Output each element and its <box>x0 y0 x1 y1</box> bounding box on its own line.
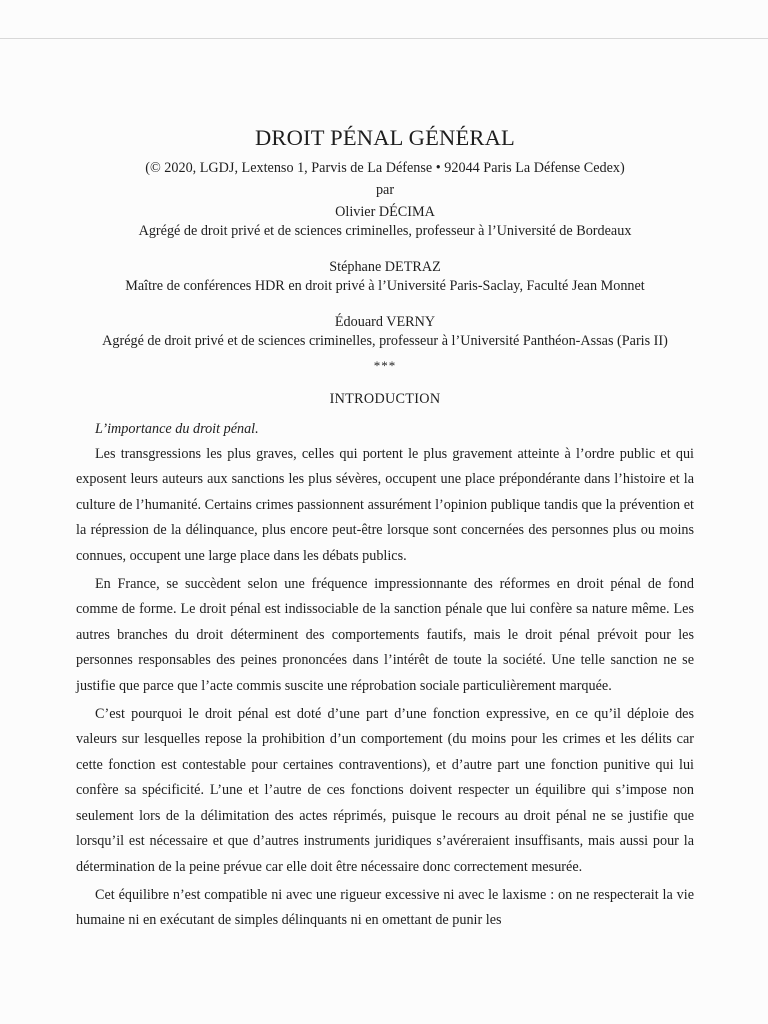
separator-stars: *** <box>373 358 397 373</box>
author-name: Édouard VERNY <box>334 314 436 330</box>
copyright-line: (© 2020, LGDJ, Lextenso 1, Parvis de La Défense • 92044 Paris La Défense Cedex) <box>145 160 625 176</box>
author-block <box>76 202 694 240</box>
scan-edge <box>0 38 768 39</box>
section-heading: INTRODUCTION <box>329 391 441 407</box>
by-label: par <box>375 182 395 198</box>
body-paragraph: Les transgressions les plus graves, celles qui portent le plus gravement atteinte à l’ordre public et qui exposent leurs auteurs aux sanctions les plus sévères, occupent une place prépondérante dans l’histoire et la culture de l’humanité. Certains crimes passionnent assurément l’opinion publique tandis que la prévention et la répression de la délinquance, plus encore peut-être lorsque sont concernées des personnes plus ou moins connues, occupent une large place dans les débats publics. <box>76 446 694 564</box>
author-name: Olivier DÉCIMA <box>335 204 435 220</box>
author-block <box>76 312 694 350</box>
author-role: Agrégé de droit privé et de sciences criminelles, professeur à l’Université Panthéon-Assas (Paris II) <box>102 333 668 349</box>
author-block <box>76 257 694 295</box>
body-paragraph: En France, se succèdent selon une fréquence impressionnante des réformes en droit pénal de fond comme de forme. Le droit pénal est indissociable de la sanction pénale que lui confère sa nature même. Les autres branches du droit déterminent des comportements fautifs, mais le droit pénal prévoit pour les personnes responsables des peines prononcées dans l’intérêt de toute la société. Une telle sanction ne se justifie que parce que l’acte commis suscite une réprobation sociale particulièrement marquée. <box>76 576 694 694</box>
author-role: Agrégé de droit privé et de sciences criminelles, professeur à l’Université de Bordeaux <box>138 223 632 239</box>
document-title: DROIT PÉNAL GÉNÉRAL <box>254 125 516 150</box>
body-paragraph: Cet équilibre n’est compatible ni avec une rigueur excessive ni avec le laxisme : on ne respecterait la vie humaine ni en exécutant de simples délinquants ni en omettant de punir les <box>76 886 694 929</box>
author-name: Stéphane DETRAZ <box>329 259 441 275</box>
body-paragraph: C’est pourquoi le droit pénal est doté d’une part d’une fonction expressive, en ce qu’il déploie des valeurs sur lesquelles repose la prohibition d’un comportement (du moins pour les crimes et les délits car cette fonction est contestable pour certaines contraventions), et d’autre part une fonction punitive qui lui confère sa spécificité. L’une et l’autre de ces fonctions doivent respecter un équilibre qui s’impose non seulement lors de la délimitation des actes réprimés, puisque le recours au droit pénal ne se justifie que lorsqu’il est nécessaire et que d’autres instruments juridiques s’avéreraient insuffisants, mais aussi pour la détermination de la peine prévue car elle doit être nécessaire donc correctement mesurée. <box>76 706 694 875</box>
author-role: Maître de conférences HDR en droit privé à l’Université Paris-Saclay, Faculté Jean Monnet <box>125 278 645 294</box>
document-page <box>76 118 694 937</box>
section-subheading: L’importance du droit pénal. <box>95 421 259 437</box>
